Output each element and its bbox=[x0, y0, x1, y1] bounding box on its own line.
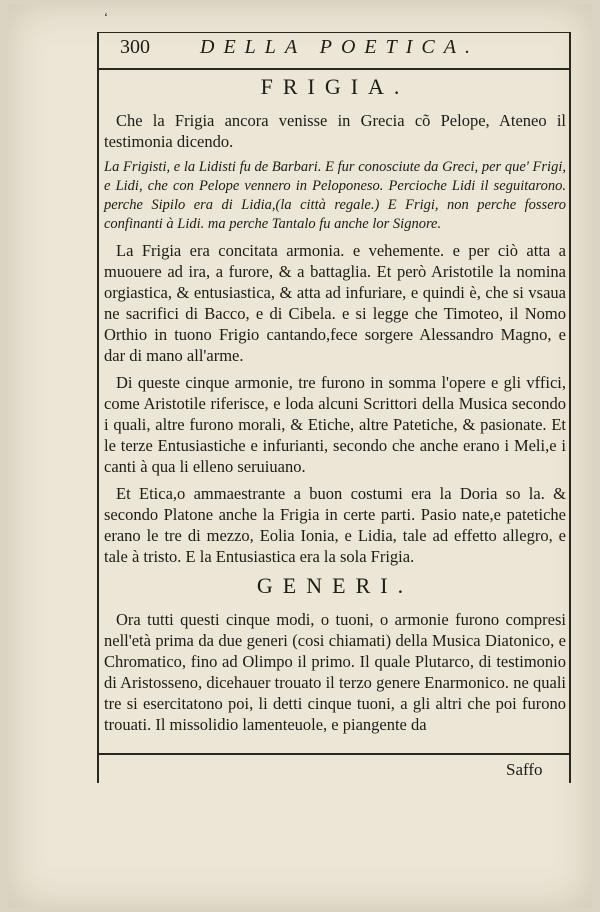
bottom-border-rule bbox=[97, 753, 571, 755]
paragraph: Ora tutti questi cinque modi, o tuoni, o armonie furono compresi nell'età prima da due generi (cosi chiamati) della Musica Diatonico, e Chromatico, fino ad Olimpo il primo. Il quale Plutarco, di testimonio di Aristosseno, dicehauer trouato il terzo genere Enarmonico. ne quali tre si esercitatono poi, li detti cinque tuoni, a gli altri che poi furono trouati. Il missolidio lamenteuole, e piangente da bbox=[104, 610, 566, 734]
left-border-rule bbox=[97, 32, 99, 783]
section-title-frigia: FRIGIA. bbox=[260, 74, 410, 99]
top-border-rule bbox=[97, 32, 571, 33]
paragraph: Che la Frigia ancora venisse in Grecia cõ Pelope, Ateneo il testimonia dicendo. bbox=[104, 111, 566, 151]
page-header bbox=[120, 36, 560, 64]
page-body bbox=[104, 72, 566, 741]
catchword: Saffo bbox=[506, 760, 543, 779]
right-border-rule bbox=[569, 32, 571, 783]
book-page bbox=[8, 4, 592, 908]
header-rule bbox=[97, 68, 571, 70]
paragraph: Di queste cinque armonie, tre furono in somma l'opere e gli vffici, come Aristotile riferisce, e loda alcuni Scrittori della Musica secondo i quali, altre furono morali, & Etiche, altre Patetiche, & pasionate. Et le terze Entusiastiche e infurianti, secondo che anche erano i Meli,e i canti à qua li elleno seruiuano. bbox=[104, 373, 566, 476]
running-title: DELLA POETICA. bbox=[200, 36, 479, 58]
paragraph: Et Etica,o ammaestrante a buon costumi era la Doria so la. & secondo Platone anche la Frigia in certe parti. Pasio nate,e patetiche erano le tre di mezzo, Eolia Ionia, e Lidia, tale ad effetto allegro, e tale à tristo. E la Entusiastica era la sola Frigia. bbox=[104, 484, 566, 566]
page-mark: ‘ bbox=[104, 10, 108, 24]
quotation: La Frigisti, e la Lidisti fu de Barbari. E fur conosciute da Greci, per que' Frigi, e Lidi, che con Pelope vennero in Peloponeso. Percioche Lidi il seguitarono. perche Sipilo era di Lidia,(la città regale.) E Frigi, non perche fossero confinanti à Lidi. ma perche Tantalo fu anche lor Signore. bbox=[104, 159, 566, 232]
paragraph: La Frigia era concitata armonia. e vehemente. e per ciò atta a muouere ad ira, a furore, & a battaglia. Et però Aristotile la nomina orgiastica, & entusiastica, & atta ad infuriare, e quindi è, che si vsaua ne sacrifici di Bacco, e di Cibela. e si legge che Timoteo, il Nomo Orthio in tuono Frigio cantando,fece sorgere Alessandro Magno, e dar di mano all'arme. bbox=[104, 241, 566, 365]
section-title-generi: GENERI. bbox=[256, 573, 414, 598]
page-number: 300 bbox=[120, 36, 150, 58]
